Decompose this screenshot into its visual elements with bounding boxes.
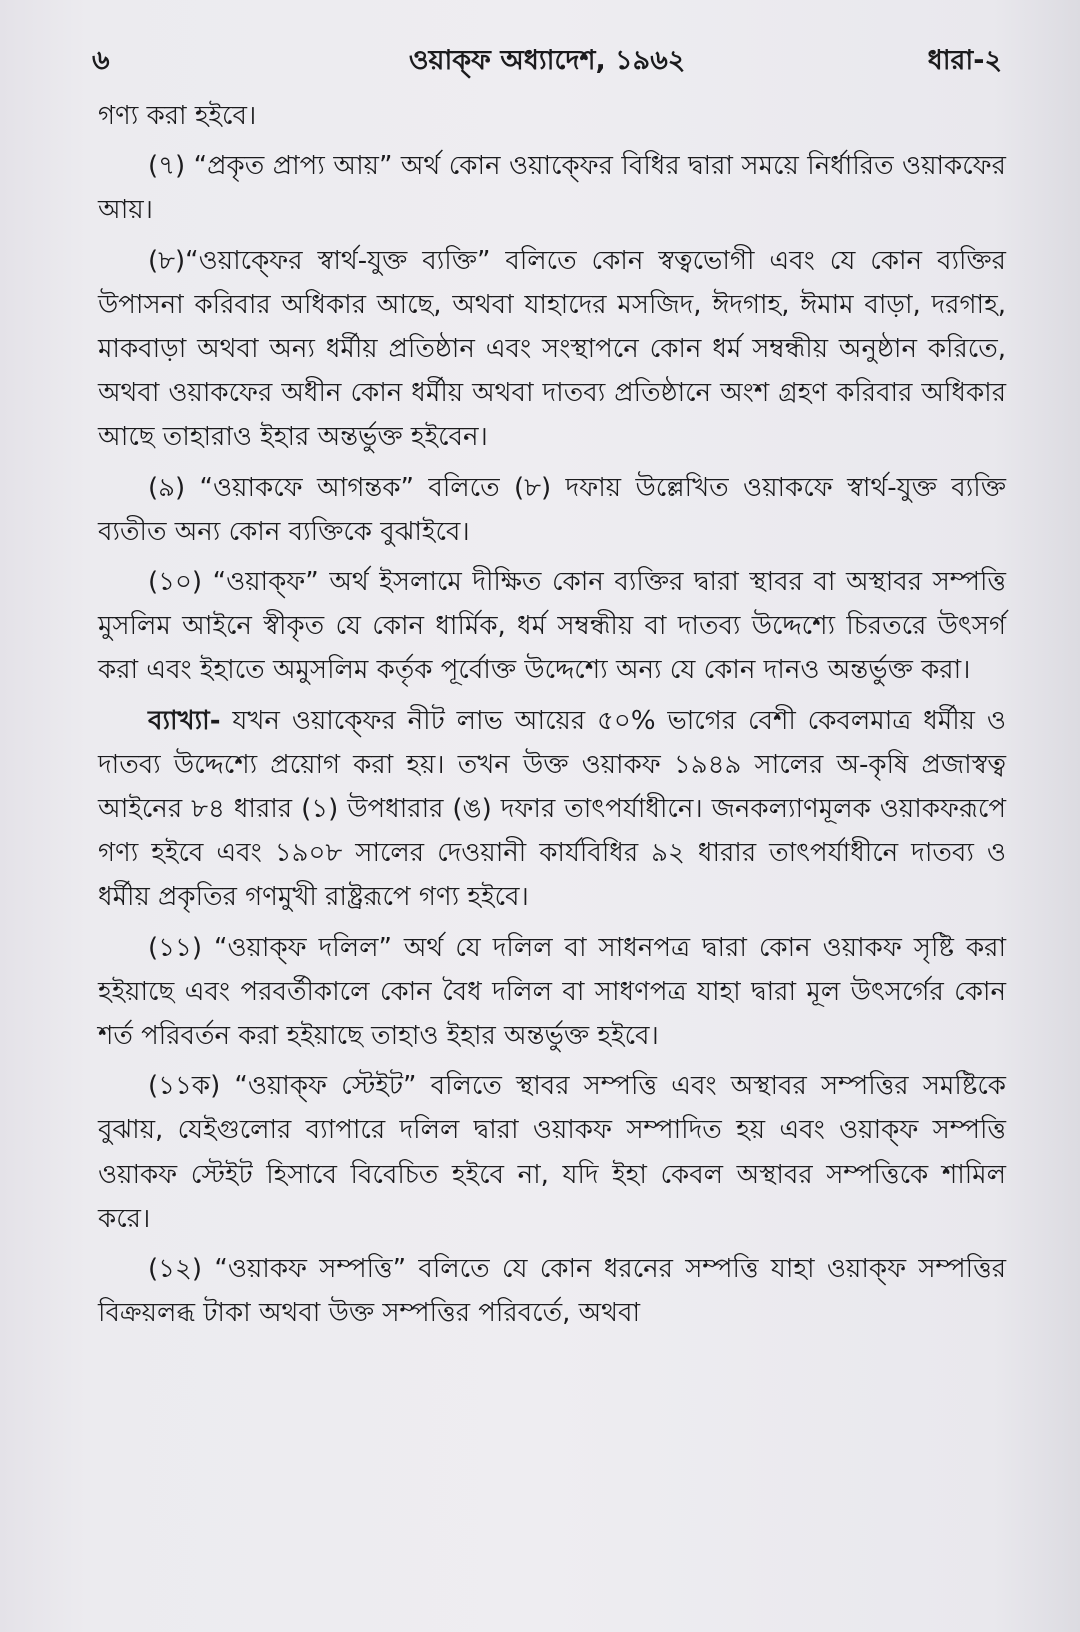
explanation-paragraph [98, 699, 1006, 920]
explanation-label: ব্যাখ্যা- [148, 705, 221, 736]
clause-9: (৯) “ওয়াকফে আগন্তক” বলিতে (৮) দফায় উল্লেখিত ওয়াকফে স্বার্থ-যুক্ত ব্যক্তি ব্যতীত অন্য কোন ব্যক্তিকে বুঝাইবে। [98, 472, 1006, 547]
clause-12: (১২) “ওয়াকফ সম্পত্তি” বলিতে যে কোন ধরনের সম্পত্তি যাহা ওয়াক্ফ সম্পত্তির বিক্রয়লব্ধ টাকা অথবা উক্ত সম্পত্তির পরিবর্তে, অথবা [98, 1254, 1006, 1329]
running-title: ওয়াক্ফ অধ্যাদেশ, ১৯৬২ [408, 45, 686, 76]
page-number: ৬ [92, 45, 110, 76]
clause-8: (৮)“ওয়াক্ফের স্বার্থ-যুক্ত ব্যক্তি” বলিতে কোন স্বত্বভোগী এবং যে কোন ব্যক্তির উপাসনা করিবার অধিকার আছে, অথবা যাহাদের মসজিদ, ঈদগাহ, ঈমাম বাড়া, দরগাহ, মাকবাড়া অথবা অন্য ধর্মীয় প্রতিষ্ঠান এবং সংস্থাপনে কোন ধর্ম সম্বন্ধীয় অনুষ্ঠান করিতে, অথবা ওয়াকফের অধীন কোন ধর্মীয় অথবা দাতব্য প্রতিষ্ঠানে অংশ গ্রহণ করিবার অধিকার আছে তাহারাও ইহার অন্তর্ভুক্ত হইবেন। [98, 245, 1006, 453]
explanation-text: যখন ওয়াক্ফের নীট লাভ আয়ের ৫০% ভাগের বেশী কেবলমাত্র ধর্মীয় ও দাতব্য উদ্দেশ্যে প্রয়োগ করা হয়। তখন উক্ত ওয়াকফ ১৯৪৯ সালের অ-কৃষি প্রজাস্বত্ব আইনের ৮৪ ধারার (১) উপধারার (ঙ) দফার তাৎপর্যাধীনে। জনকল্যাণমূলক ওয়াকফরূপে গণ্য হইবে এবং ১৯০৮ সালের দেওয়ানী কার্যবিধির ৯২ ধারার তাৎপর্যাধীনে দাতব্য ও ধর্মীয় প্রকৃতির গণমুখী রাষ্ট্ররূপে গণ্য হইবে। [98, 705, 1006, 913]
page-body [98, 94, 1006, 1335]
section-label: ধারা-২ [927, 45, 1002, 76]
clause-11: (১১) “ওয়াক্ফ দলিল” অর্থ যে দলিল বা সাধনপত্র দ্বারা কোন ওয়াকফ সৃষ্টি করা হইয়াছে এবং পরবর্তীকালে কোন বৈধ দলিল বা সাধণপত্র যাহা দ্বারা মূল উৎসর্গের কোন শর্ত পরিবর্তন করা হইয়াছে তাহাও ইহার অন্তর্ভুক্ত হইবে। [98, 932, 1006, 1052]
clause-10: (১০) “ওয়াক্ফ” অর্থ ইসলামে দীক্ষিত কোন ব্যক্তির দ্বারা স্থাবর বা অস্থাবর সম্পত্তি মুসলিম আইনে স্বীকৃত যে কোন ধার্মিক, ধর্ম সম্বন্ধীয় বা দাতব্য উদ্দেশ্যে চিরতরে উৎসর্গ করা এবং ইহাতে অমুসলিম কর্তৃক পূর্বোক্ত উদ্দেশ্যে অন্য যে কোন দানও অন্তর্ভুক্ত করা। [98, 567, 1006, 686]
clause-7: (৭) “প্রকৃত প্রাপ্য আয়” অর্থ কোন ওয়াক্ফের বিধির দ্বারা সময়ে নির্ধারিত ওয়াকফের আয়। [98, 151, 1006, 226]
page-header [92, 40, 1002, 88]
continuation-paragraph: গণ্য করা হইবে। [98, 101, 257, 131]
clause-11ka: (১১ক) “ওয়াক্ফ স্টেইট” বলিতে স্থাবর সম্পত্তি এবং অস্থাবর সম্পত্তির সমষ্টিকে বুঝায়, যেইগুলোর ব্যাপারে দলিল দ্বারা ওয়াকফ সম্পাদিত হয় এবং ওয়াক্ফ সম্পত্তি ওয়াকফ স্টেইট হিসাবে বিবেচিত হইবে না, যদি ইহা কেবল অস্থাবর সম্পত্তিকে শামিল করে। [98, 1071, 1006, 1234]
